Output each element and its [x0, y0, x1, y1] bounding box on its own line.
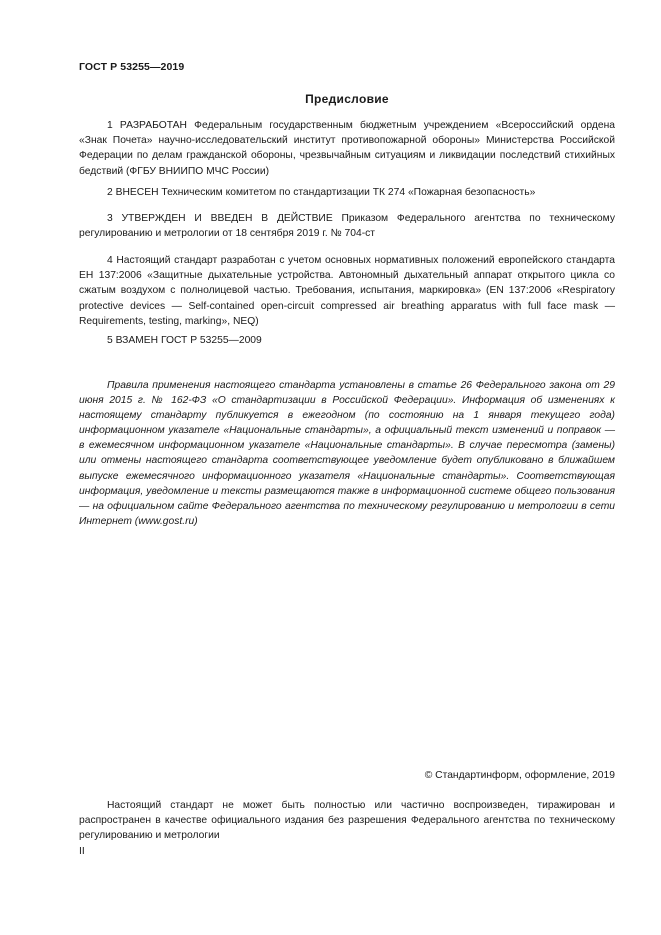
preface-item-5: 5 ВЗАМЕН ГОСТ Р 53255—2009: [107, 335, 262, 346]
preface-item-2: 2 ВНЕСЕН Техническим комитетом по стандартизации ТК 274 «Пожарная безопасность»: [107, 187, 536, 198]
preface-item-3: 3 УТВЕРЖДЕН И ВВЕДЕН В ДЕЙСТВИЕ Приказом Федерального агентства по техническому регулированию и метрологии от 18 сентября 2019 г. № 704-ст: [79, 213, 615, 240]
standard-id: ГОСТ Р 53255—2019: [79, 61, 185, 73]
page-number: II: [79, 846, 85, 857]
copyright-line: © Стандартинформ, оформление, 2019: [424, 770, 615, 781]
rights-notice: Настоящий стандарт не может быть полностью или частично воспроизведен, тиражирован и распространен в качестве официального издания без разрешения Федерального агентства по техническому регулированию и метрологии: [79, 800, 615, 841]
preface-item-4: 4 Настоящий стандарт разработан с учетом основных нормативных положений европейского стандарта ЕН 137:2006 «Защитные дыхательные устройства. Автономный дыхательный аппарат открытого цикла со сжатым воздухом с полнолицевой частью. Требования, испытания, маркировка» (EN 137:2006 «Respiratory protective devices — Self-contained open-circuit compressed air breathing apparatus with full face mask — Requirements, testing, marking», NEQ): [79, 255, 615, 327]
preface-title: Предисловие: [305, 92, 389, 106]
application-notice: Правила применения настоящего стандарта установлены в статье 26 Федерального закона от 29 июня 2015 г. № 162-ФЗ «О стандартизации в Российской Федерации». Информация об изменениях к настоящему стандарту публикуется в ежегодном (по состоянию на 1 января текущего года) информационном указателе «Национальные стандарты», а официальный текст изменений и поправок — в ежемесячном информационном указателе «Национальные стандарты». В случае пересмотра (замены) или отмены настоящего стандарта соответствующее уведомление будет опубликовано в ближайшем выпуске ежемесячного информационного указателя «Национальные стандарты». Соответствующая информация, уведомление и тексты размещаются также в информационной системе общего пользования — на официальном сайте Федерального агентства по техническому регулированию и метрологии в сети Интернет (www.gost.ru): [79, 380, 615, 527]
preface-item-1: 1 РАЗРАБОТАН Федеральным государственным бюджетным учреждением «Всероссийский ордена «Знак Почета» научно-исследовательский институт противопожарной обороны» Министерства Российской Федерации по делам гражданской обороны, чрезвычайным ситуациям и ликвидации последствий стихийных бедствий (ФГБУ ВНИИПО МЧС России): [79, 120, 615, 177]
